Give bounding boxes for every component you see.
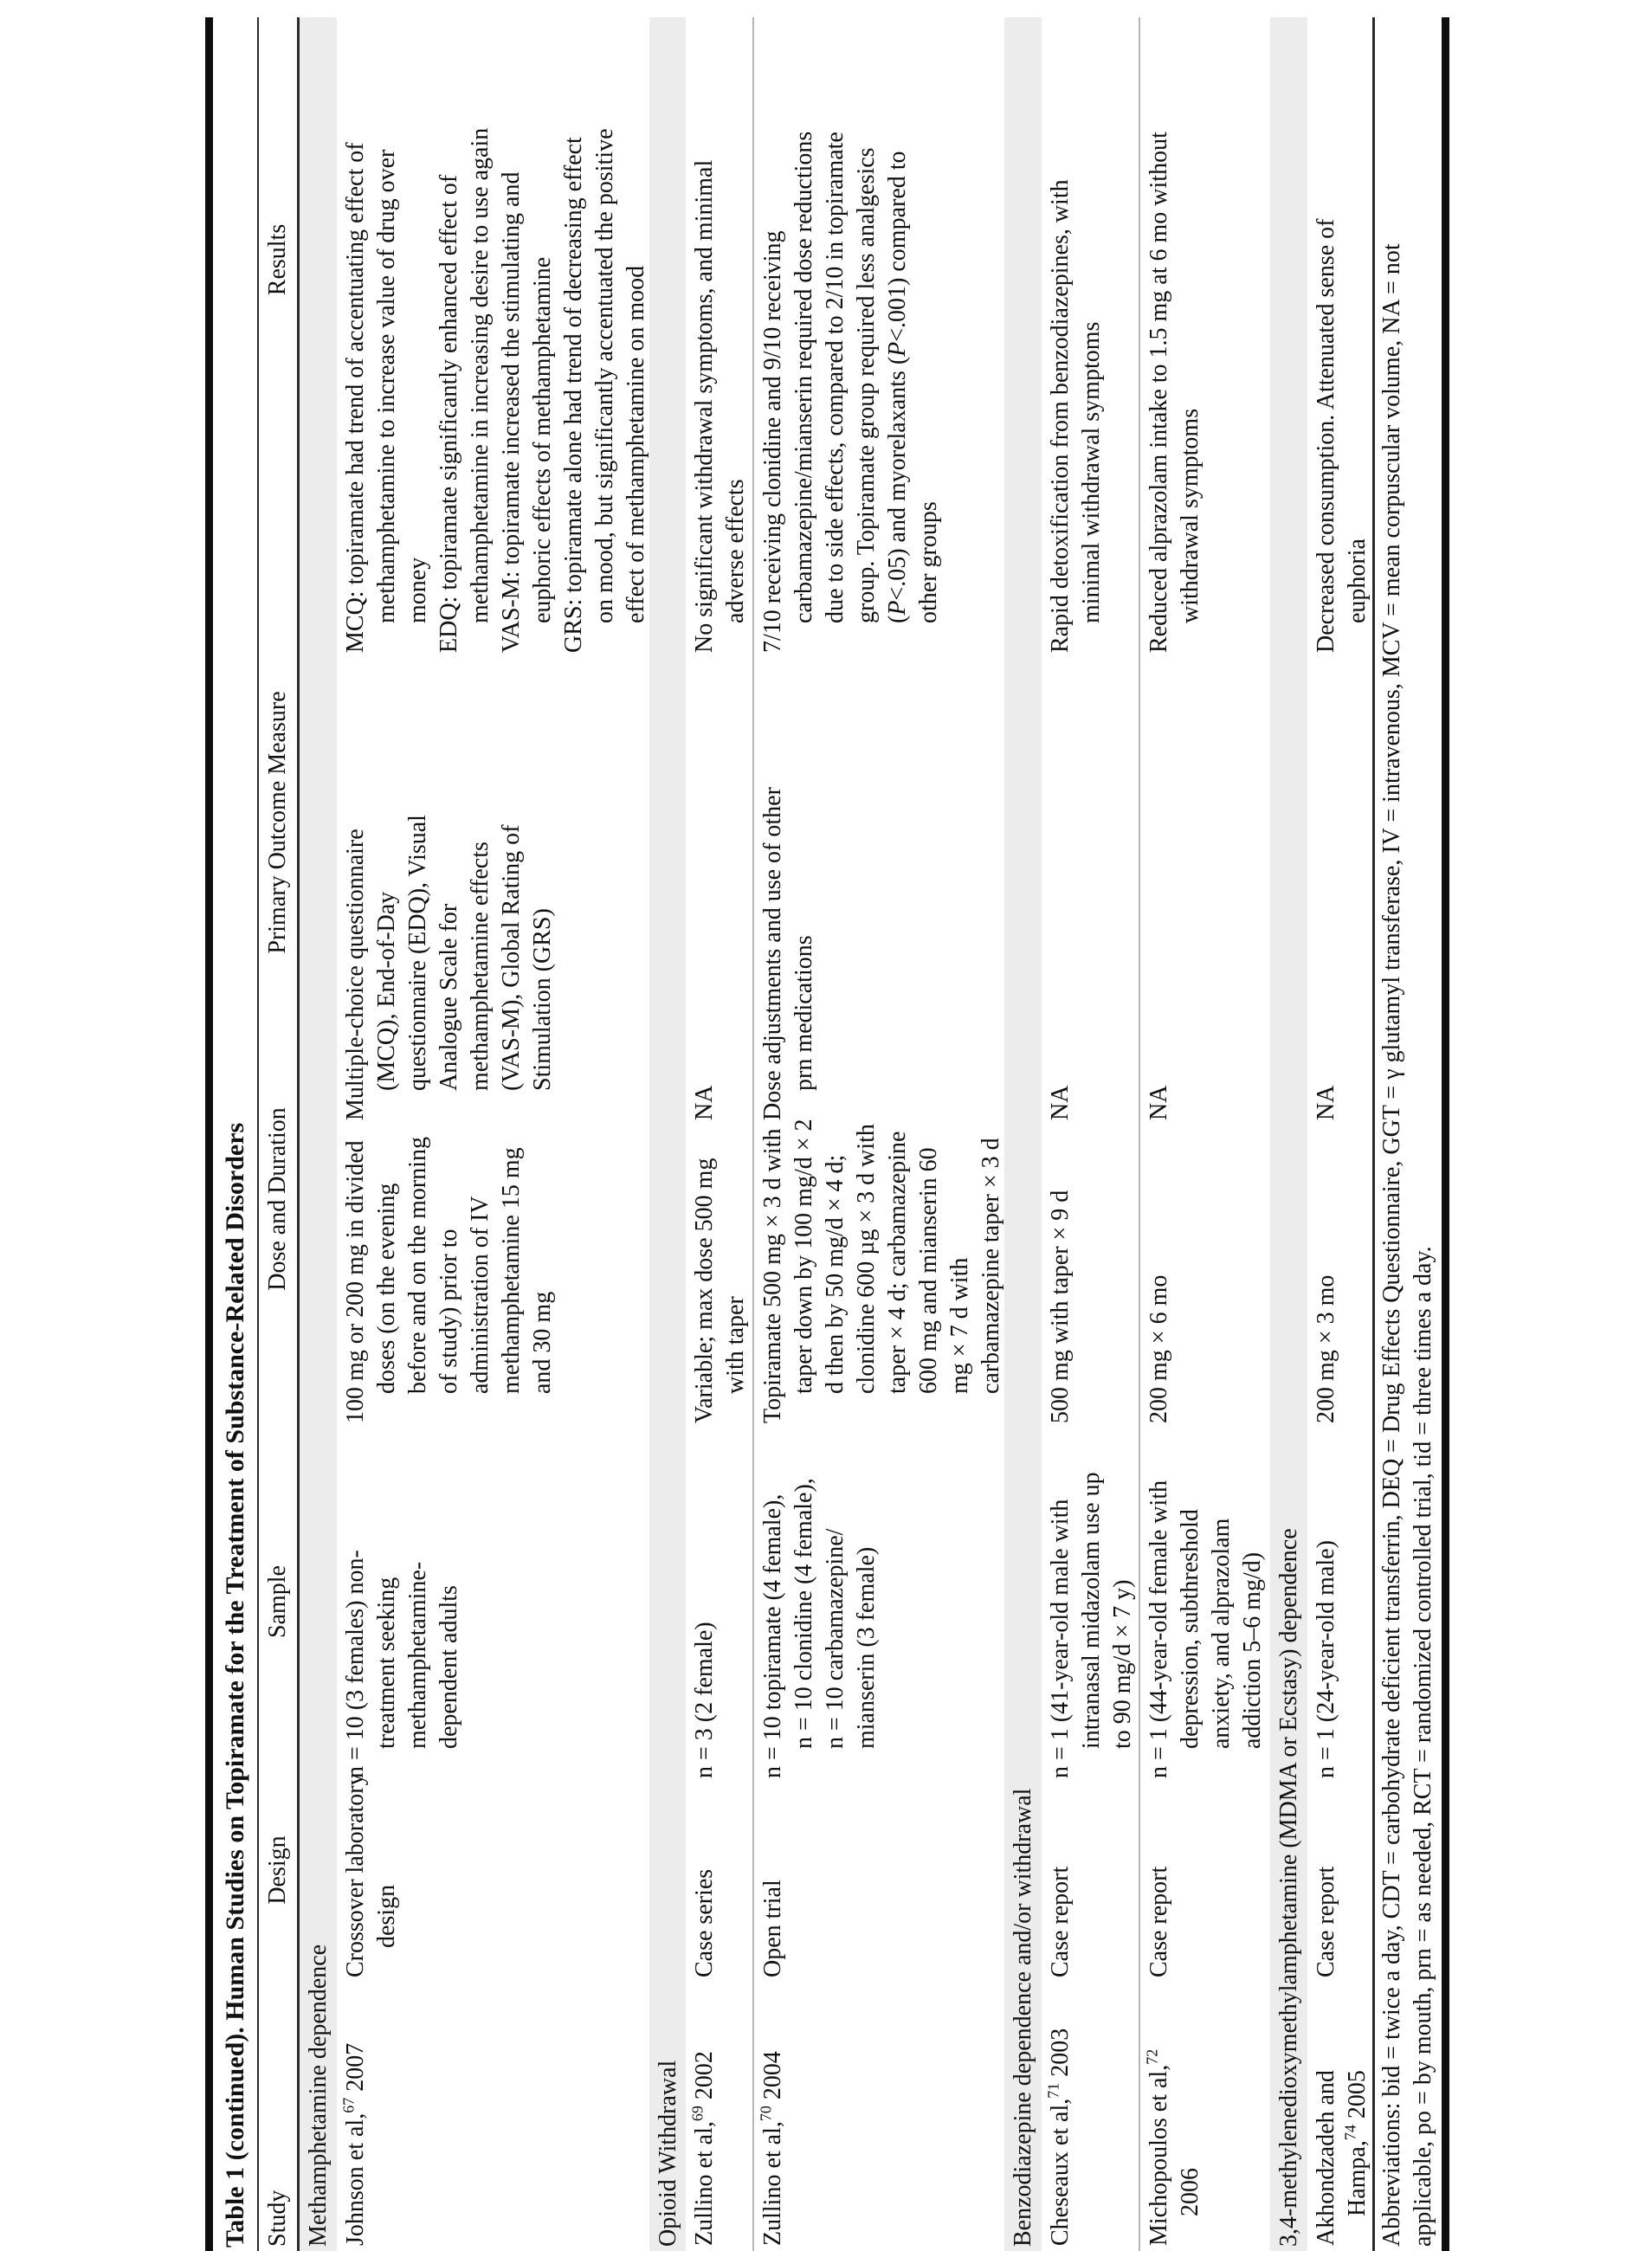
section-header-methamphetamine: Methamphetamine dependence [300, 17, 337, 2251]
cell-design: Case report [1145, 1866, 1172, 1977]
section-header-benzodiazepine: Benzodiazepine dependence and/or withdrawal [1004, 17, 1042, 2251]
cell-results: Decreased consumption. Attenuated sense of euphoria [1313, 218, 1371, 653]
reference-superscript: 72 [1143, 2048, 1161, 2065]
table-closing-rule [1442, 17, 1449, 2251]
cell-study [1045, 1986, 1076, 2246]
table-row-cheseaux [1042, 17, 1139, 2251]
table-header-row [259, 17, 297, 2251]
cell-sample: n = 1 (41-year-old male with intranasal midazolam use up to 90 mg/d × 7 y) [1047, 1472, 1136, 1778]
cell-design: Case report [1313, 1866, 1339, 1977]
table-row-michopoulos [1140, 17, 1270, 2251]
column-header-outcome: Primary Outcome Measure [264, 691, 291, 954]
cell-sample: n = 1 (24-year-old male) [1313, 1540, 1339, 1778]
study-name: Zullino et al, [691, 2121, 718, 2246]
study-name: Akhondzadeh and [1313, 2070, 1339, 2246]
cell-results: Reduced alprazolam intake to 1.5 mg at 6 mo without withdrawal symptoms [1145, 132, 1204, 653]
cell-study [689, 1986, 720, 2246]
reference-superscript: 74 [1341, 2125, 1359, 2141]
column-header-design: Design [264, 1835, 291, 1905]
results-line-pvalues: (P<.05) and myorelaxants (P<.001) compared to [884, 151, 911, 623]
cell-dose: 200 mg × 3 mo [1313, 1274, 1339, 1423]
abbreviations-footnote: Abbreviations: bid = twice a day, CDT = carbohydrate deficient transferrin, DEQ = Drug Effects Questionnaire, GGT = γ glutamyl transferase, IV = intravenous, MCV = mean corpuscular volume, NA = not applicable, po = by mouth, prn = as needed, RCT = randomized controlled trial, tid = three times a day. [1378, 243, 1436, 2247]
cell-dose: 200 mg × 6 mo [1145, 1274, 1172, 1423]
reference-superscript: 71 [1044, 2082, 1062, 2099]
table-row-johnson [337, 17, 649, 2251]
reference-superscript: 67 [339, 2097, 358, 2113]
cell-study [340, 1986, 371, 2246]
column-header-dose: Dose and Duration [264, 1107, 291, 1291]
table-row-akhondzadeh [1307, 17, 1372, 2251]
study-year: 2007 [342, 2042, 369, 2098]
cell-outcome: NA [1313, 1085, 1339, 1120]
cell-outcome: NA [1145, 1085, 1172, 1120]
cell-study [1144, 1986, 1206, 2246]
table-row-zullino-2002 [686, 17, 752, 2251]
study-name: Cheseaux et al, [1047, 2098, 1074, 2246]
study-year: 2006 [1177, 2168, 1204, 2216]
table-title: Table 1 (continued). Human Studies on Topiramate for the Treatment of Substance-Related Disorders [221, 1122, 249, 2248]
table-top-rule [205, 17, 213, 2251]
study-name: Michopoulos et al, [1145, 2064, 1172, 2246]
cell-dose: Topiramate 500 mg × 3 d with taper down by 100 mg/d × 2 d then by 50 mg/d × 4 d; clonidine 600 µg × 3 d with taper × 4 d; carbamazepine 600 mg and mianserin 60 mg × 7 d with carbamazepine taper × 3 d [759, 1119, 1004, 1423]
cell-sample: n = 3 (2 female) [691, 1622, 718, 1778]
cell-dose: 500 mg with taper × 9 d [1047, 1190, 1074, 1423]
column-header-study: Study [264, 2190, 291, 2247]
cell-dose: 100 mg or 200 mg in divided doses (on the evening before and on the morning of study) prior to administration of IV methamphetamine 15 mg and 30 mg [342, 1136, 556, 1423]
column-header-sample: Sample [264, 1565, 291, 1638]
reference-superscript: 69 [688, 2106, 707, 2122]
cell-results: No significant withdrawal symptoms, and minimal adverse effects [691, 159, 749, 653]
cell-results: Rapid detoxification from benzodiazepines, with minimal withdrawal symptoms [1047, 179, 1105, 653]
study-name: Zullino et al, [759, 2121, 786, 2246]
cell-design: Case series [691, 1868, 718, 1977]
cell-design: Case report [1047, 1866, 1074, 1977]
study-name: Johnson et al, [342, 2112, 369, 2246]
cell-design: Crossover laboratory design [342, 1773, 400, 1977]
cell-outcome: Multiple-choice questionnaire (MCQ), End-of-Day questionnaire (EDQ), Visual Analogue Scale for methamphetamine effects (VAS-M), Global Rating of Stimulation (GRS) [342, 815, 556, 1120]
reference-superscript: 70 [757, 2106, 775, 2122]
cell-study [1311, 1986, 1373, 2246]
study-year: 2002 [691, 2051, 718, 2106]
study-name-2: Hampa, [1344, 2140, 1371, 2216]
cell-results: 7/10 receiving clonidine and 9/10 receiving carbamazepine/mianserin required dose reductions due to side effects, compared to 2/10 in topiramate group. Topiramate group required less analgesics (P<.05) and myorelaxants (P<.001) compared to other groups [758, 25, 945, 653]
cell-outcome: Dose adjustments and use of other prn medications [759, 787, 817, 1120]
rotated-table-page [205, 17, 1449, 2251]
cell-sample: n = 10 topiramate (4 female), n = 10 clonidine (4 female), n = 10 carbamazepine/ mianserin (3 female) [759, 1478, 880, 1778]
table-row-zullino-2004 [754, 17, 1004, 2251]
cell-sample: n = 1 (44-year-old female with depression, subthreshold anxiety, and alprazolam addiction 5–6 mg/d) [1145, 1480, 1266, 1778]
cell-study [758, 1986, 789, 2246]
cell-dose: Variable; max dose 500 mg with taper [691, 1158, 749, 1423]
study-year: 2005 [1344, 2070, 1371, 2125]
study-year: 2004 [759, 2051, 786, 2106]
cell-results: MCQ: topiramate had trend of accentuating effect of methamphetamine to increase value of drug over money EDQ: topiramate significantly enhanced effect of methamphetamine in increasing desire to use again VAS-M: topiramate increased the stimulating and euphoric effects of methamphetamine GRS: topiramate alone had trend of decreasing effect on mood, but significantly accentuated the positive effect of methamphetamine on mood [342, 127, 649, 653]
cell-design: Open trial [759, 1880, 786, 1977]
cell-outcome: NA [1047, 1085, 1074, 1120]
cell-sample: n = 10 (3 females) non- treatment seeking methamphetamine- dependent adults [342, 1550, 462, 1778]
section-header-mdma: 3,4-methylenedioxymethylamphetamine (MDMA or Ecstasy) dependence [1270, 17, 1307, 2251]
section-header-opioid: Opioid Withdrawal [649, 17, 686, 2251]
study-year: 2003 [1047, 2028, 1074, 2083]
cell-outcome: NA [691, 1085, 718, 1120]
column-header-results: Results [264, 223, 291, 296]
